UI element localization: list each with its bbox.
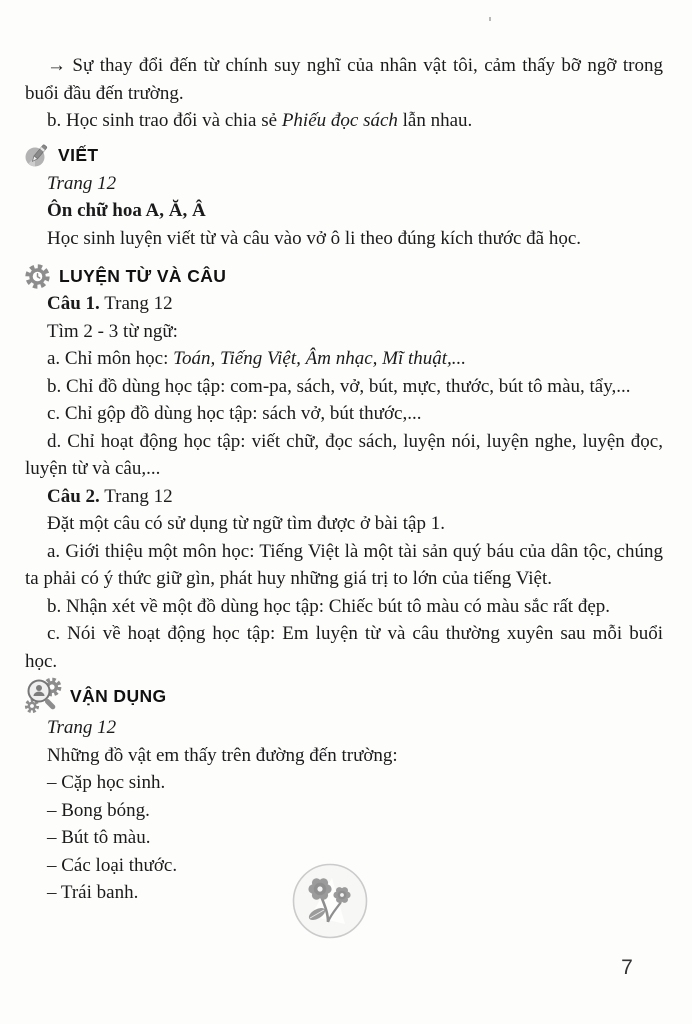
section-title-luyen-tu-va-cau: LUYỆN TỪ VÀ CÂU (59, 265, 227, 286)
list-item: – Trái banh. (47, 882, 139, 903)
cau2-intro: Đặt một câu có sử dụng từ ngữ tìm được ở bài tập 1. (47, 513, 445, 534)
cau1-trang: Trang 12 (99, 293, 173, 314)
list-item: – Cặp học sinh. (47, 772, 166, 793)
section-title-van-dung: VẬN DỤNG (70, 685, 167, 706)
viet-trang-reference: Trang 12 (47, 172, 117, 194)
flower-icon (291, 862, 369, 940)
cau2-item-b: b. Nhận xét về một đồ dùng học tập: Chiếc bút tô màu có màu sắc rất đẹp. (47, 595, 610, 617)
cau2-item-a: a. Giới thiệu một môn học: Tiếng Việt là một tài sản quý báu của dân tộc, chúng ta phải có ý thức giữ gìn, phát huy những giá trị to lớn của tiếng Việt. (25, 540, 663, 589)
pencil-icon (24, 143, 50, 169)
page-number: 7 (621, 956, 633, 979)
cau2-heading (25, 483, 663, 511)
cau2-label: Câu 2. (47, 485, 100, 507)
cau1-intro: Tìm 2 - 3 từ ngữ: (47, 320, 178, 342)
cau1-item-c: c. Chỉ gộp đồ dùng học tập: sách vở, bút thước,... (47, 403, 422, 424)
answer-b-suffix: lẫn nhau. (397, 110, 473, 131)
section-title-viet: VIẾT (58, 145, 99, 165)
list-item: – Bong bóng. (47, 799, 150, 821)
answer-paragraph-b (25, 107, 663, 135)
section-header-viet (24, 142, 663, 170)
list-item: – Bút tô màu. (47, 827, 151, 848)
answer-b-italic: Phiếu đọc sách (281, 110, 398, 131)
answer-paragraph-arrow (25, 52, 663, 107)
cau1-item-a (25, 345, 663, 373)
cau2-item-c: c. Nói về hoạt động học tập: Em luyện từ và câu thường xuyên sau mỗi buổi học. (25, 623, 663, 672)
gear-icon (24, 263, 51, 290)
cau1-item-d: d. Chỉ hoạt động học tập: viết chữ, đọc sách, luyện nói, luyện nghe, luyện đọc, luyện từ và câu,... (25, 430, 663, 479)
cau1-item-b: b. Chỉ đồ dùng học tập: com-pa, sách, vở, bút, mực, thước, bút tô màu, tẩy,... (47, 375, 631, 397)
viet-subheading: Ôn chữ hoa A, Ă, Â (47, 200, 206, 221)
list-item: – Các loại thước. (47, 854, 178, 876)
magnifier-gears-icon (24, 676, 64, 716)
scan-speck (489, 17, 491, 21)
section-header-luyen-tu-va-cau (24, 262, 663, 290)
cau1-label: Câu 1. (47, 293, 100, 314)
cau1-heading (25, 290, 663, 318)
cau1-item-a-examples: Toán, Tiếng Việt, Âm nhạc, Mĩ thuật,... (173, 348, 467, 369)
viet-body-text: Học sinh luyện viết từ và câu vào vở ô li theo đúng kích thước đã học. (47, 227, 582, 249)
answer-arrow-text: → Sự thay đổi đến từ chính suy nghĩ của nhân vật tôi, cảm thấy bỡ ngỡ trong buổi đầu đến trường. (25, 55, 663, 104)
cau2-trang: Trang 12 (99, 485, 173, 507)
answer-b-prefix: b. Học sinh trao đổi và chia sẻ (47, 110, 282, 131)
cau1-item-a-prefix: a. Chỉ môn học: (47, 348, 174, 369)
van-dung-intro: Những đồ vật em thấy trên đường đến trường: (47, 744, 398, 766)
section-header-van-dung (24, 678, 663, 714)
van-dung-trang-reference: Trang 12 (47, 717, 117, 738)
